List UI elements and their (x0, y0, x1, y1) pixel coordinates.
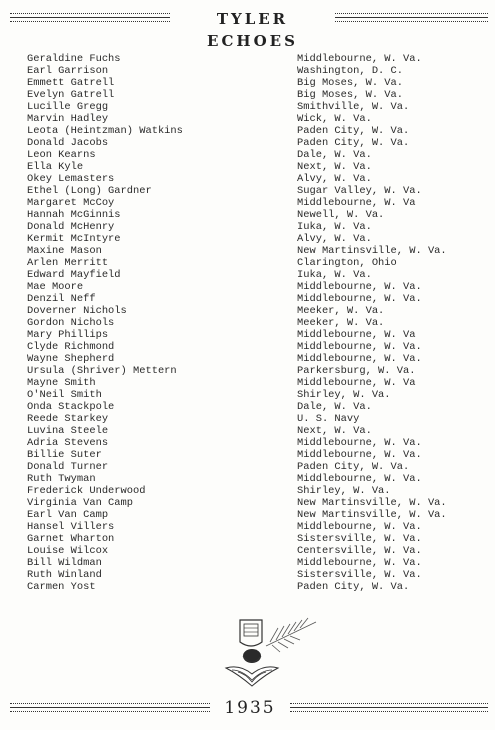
alumnus-residence: Middlebourne, W. Va. (297, 449, 422, 461)
roster-row (27, 185, 477, 197)
alumnus-name: Carmen Yost (27, 581, 96, 593)
alumnus-residence: Middlebourne, W. Va. (297, 557, 422, 569)
header-rule-right (335, 13, 488, 25)
alumnus-name: Louise Wilcox (27, 545, 109, 557)
alumnus-residence: Middlebourne, W. Va. (297, 473, 422, 485)
alumnus-name: Clyde Richmond (27, 341, 115, 353)
roster-row (27, 101, 477, 113)
roster-row (27, 557, 477, 569)
alumnus-name: Mae Moore (27, 281, 84, 293)
alumnus-name: Billie Suter (27, 449, 102, 461)
alumnus-residence: Sistersville, W. Va. (297, 533, 422, 545)
header-title: TYLER ECHOES (207, 10, 298, 50)
alumnus-name: Ruth Winland (27, 569, 102, 581)
alumnus-name: Geraldine Fuchs (27, 53, 121, 65)
roster-row (27, 65, 477, 77)
roster-row (27, 401, 477, 413)
alumnus-residence: Middlebourne, W. Va (297, 197, 416, 209)
alumnus-residence: Sugar Valley, W. Va. (297, 185, 422, 197)
alumnus-name: Leon Kearns (27, 149, 96, 161)
alumnus-residence: Dale, W. Va. (297, 149, 372, 161)
alumnus-name: Doverner Nichols (27, 305, 127, 317)
page-footer (10, 695, 488, 721)
alumnus-residence: Next, W. Va. (297, 425, 372, 437)
alumnus-residence: New Martinsville, W. Va. (297, 245, 447, 257)
alumnus-name: Wayne Shepherd (27, 353, 115, 365)
alumnus-residence: Middlebourne, W. Va (297, 329, 416, 341)
roster-row (27, 485, 477, 497)
alumnus-residence: Clarington, Ohio (297, 257, 397, 269)
alumnus-residence: Shirley, W. Va. (297, 485, 391, 497)
alumnus-name: O'Neil Smith (27, 389, 102, 401)
alumnus-residence: Meeker, W. Va. (297, 305, 385, 317)
alumnus-name: Okey Lemasters (27, 173, 115, 185)
roster-row (27, 173, 477, 185)
header-rule-left (10, 13, 170, 25)
roster-row (27, 317, 477, 329)
alumnus-residence: Washington, D. C. (297, 65, 404, 77)
roster-row (27, 329, 477, 341)
roster-row (27, 461, 477, 473)
roster-row (27, 293, 477, 305)
page-header (10, 8, 488, 50)
alumnus-residence: Shirley, W. Va. (297, 389, 391, 401)
roster-row (27, 137, 477, 149)
roster-row (27, 353, 477, 365)
alumnus-residence: Smithville, W. Va. (297, 101, 410, 113)
roster-row (27, 233, 477, 245)
alumnus-name: Hansel Villers (27, 521, 115, 533)
alumnus-name: Ethel (Long) Gardner (27, 185, 152, 197)
alumnus-name: Earl Van Camp (27, 509, 109, 521)
roster-row (27, 269, 477, 281)
alumnus-residence: Iuka, W. Va. (297, 269, 372, 281)
roster-row (27, 413, 477, 425)
footer-year: 1935 (224, 698, 276, 718)
roster-row (27, 89, 477, 101)
alumnus-residence: Middlebourne, W. Va. (297, 281, 422, 293)
alumnus-name: Mayne Smith (27, 377, 96, 389)
roster-row (27, 245, 477, 257)
alumnus-residence: Paden City, W. Va. (297, 137, 410, 149)
alumnus-name: Earl Garrison (27, 65, 109, 77)
alumnus-residence: New Martinsville, W. Va. (297, 497, 447, 509)
roster-row (27, 569, 477, 581)
alumnus-residence: New Martinsville, W. Va. (297, 509, 447, 521)
roster-row (27, 497, 477, 509)
alumnus-residence: Newell, W. Va. (297, 209, 385, 221)
alumnus-residence: Big Moses, W. Va. (297, 77, 404, 89)
alumnus-residence: Middlebourne, W. Va. (297, 341, 422, 353)
roster-row (27, 545, 477, 557)
alumnus-name: Reede Starkey (27, 413, 109, 425)
roster-row (27, 533, 477, 545)
alumnus-residence: Alvy, W. Va. (297, 173, 372, 185)
roster-row (27, 53, 477, 65)
emblem-icon (220, 612, 320, 692)
alumnus-residence: Alvy, W. Va. (297, 233, 372, 245)
alumnus-name: Donald Jacobs (27, 137, 109, 149)
alumnus-name: Leota (Heintzman) Watkins (27, 125, 183, 137)
alumnus-name: Kermit McIntyre (27, 233, 121, 245)
alumnus-residence: Meeker, W. Va. (297, 317, 385, 329)
footer-rule-left (10, 703, 210, 715)
alumnus-name: Luvina Steele (27, 425, 109, 437)
alumnus-residence: Middlebourne, W. Va. (297, 293, 422, 305)
roster-row (27, 197, 477, 209)
alumnus-residence: Wick, W. Va. (297, 113, 372, 125)
roster-row (27, 113, 477, 125)
alumnus-name: Bill Wildman (27, 557, 102, 569)
alumnus-residence: Paden City, W. Va. (297, 125, 410, 137)
roster-row (27, 161, 477, 173)
roster-row (27, 425, 477, 437)
alumnus-name: Arlen Merritt (27, 257, 109, 269)
roster-row (27, 281, 477, 293)
roster-row (27, 125, 477, 137)
alumnus-residence: Paden City, W. Va. (297, 461, 410, 473)
alumnus-name: Ella Kyle (27, 161, 84, 173)
alumnus-name: Denzil Neff (27, 293, 96, 305)
roster-row (27, 509, 477, 521)
alumnus-residence: Paden City, W. Va. (297, 581, 410, 593)
alumnus-name: Virginia Van Camp (27, 497, 134, 509)
alumnus-name: Margaret McCoy (27, 197, 115, 209)
alumnus-residence: Middlebourne, W. Va. (297, 53, 422, 65)
alumnus-residence: Middlebourne, W. Va. (297, 353, 422, 365)
alumnus-name: Evelyn Gatrell (27, 89, 115, 101)
alumnus-name: Adria Stevens (27, 437, 109, 449)
alumnus-residence: U. S. Navy (297, 413, 360, 425)
roster-row (27, 305, 477, 317)
alumnus-residence: Centersville, W. Va. (297, 545, 422, 557)
alumnus-residence: Dale, W. Va. (297, 401, 372, 413)
roster-row (27, 473, 477, 485)
roster-row (27, 365, 477, 377)
alumnus-residence: Middlebourne, W. Va. (297, 437, 422, 449)
alumnus-name: Garnet Wharton (27, 533, 115, 545)
roster-row (27, 257, 477, 269)
alumnus-name: Donald Turner (27, 461, 109, 473)
roster-row (27, 149, 477, 161)
roster-row (27, 581, 477, 593)
roster-row (27, 437, 477, 449)
alumni-roster (27, 53, 477, 593)
footer-rule-right (290, 703, 488, 715)
alumnus-name: Emmett Gatrell (27, 77, 115, 89)
roster-row (27, 77, 477, 89)
roster-row (27, 449, 477, 461)
alumnus-name: Onda Stackpole (27, 401, 115, 413)
alumnus-name: Maxine Mason (27, 245, 102, 257)
roster-row (27, 521, 477, 533)
alumnus-name: Hannah McGinnis (27, 209, 121, 221)
roster-row (27, 341, 477, 353)
roster-row (27, 209, 477, 221)
alumnus-residence: Big Moses, W. Va. (297, 89, 404, 101)
alumnus-name: Lucille Gregg (27, 101, 109, 113)
alumnus-residence: Middlebourne, W. Va (297, 377, 416, 389)
alumnus-residence: Sistersville, W. Va. (297, 569, 422, 581)
roster-row (27, 389, 477, 401)
alumnus-residence: Iuka, W. Va. (297, 221, 372, 233)
alumnus-name: Gordon Nichols (27, 317, 115, 329)
alumnus-name: Frederick Underwood (27, 485, 146, 497)
alumnus-name: Donald McHenry (27, 221, 115, 233)
alumnus-residence: Parkersburg, W. Va. (297, 365, 416, 377)
alumnus-name: Ursula (Shriver) Mettern (27, 365, 177, 377)
lamp-of-learning-emblem (220, 612, 320, 692)
alumnus-residence: Middlebourne, W. Va. (297, 521, 422, 533)
alumnus-name: Marvin Hadley (27, 113, 109, 125)
roster-row (27, 377, 477, 389)
roster-row (27, 221, 477, 233)
alumnus-name: Edward Mayfield (27, 269, 121, 281)
alumnus-name: Mary Phillips (27, 329, 109, 341)
alumnus-name: Ruth Twyman (27, 473, 96, 485)
alumnus-residence: Next, W. Va. (297, 161, 372, 173)
